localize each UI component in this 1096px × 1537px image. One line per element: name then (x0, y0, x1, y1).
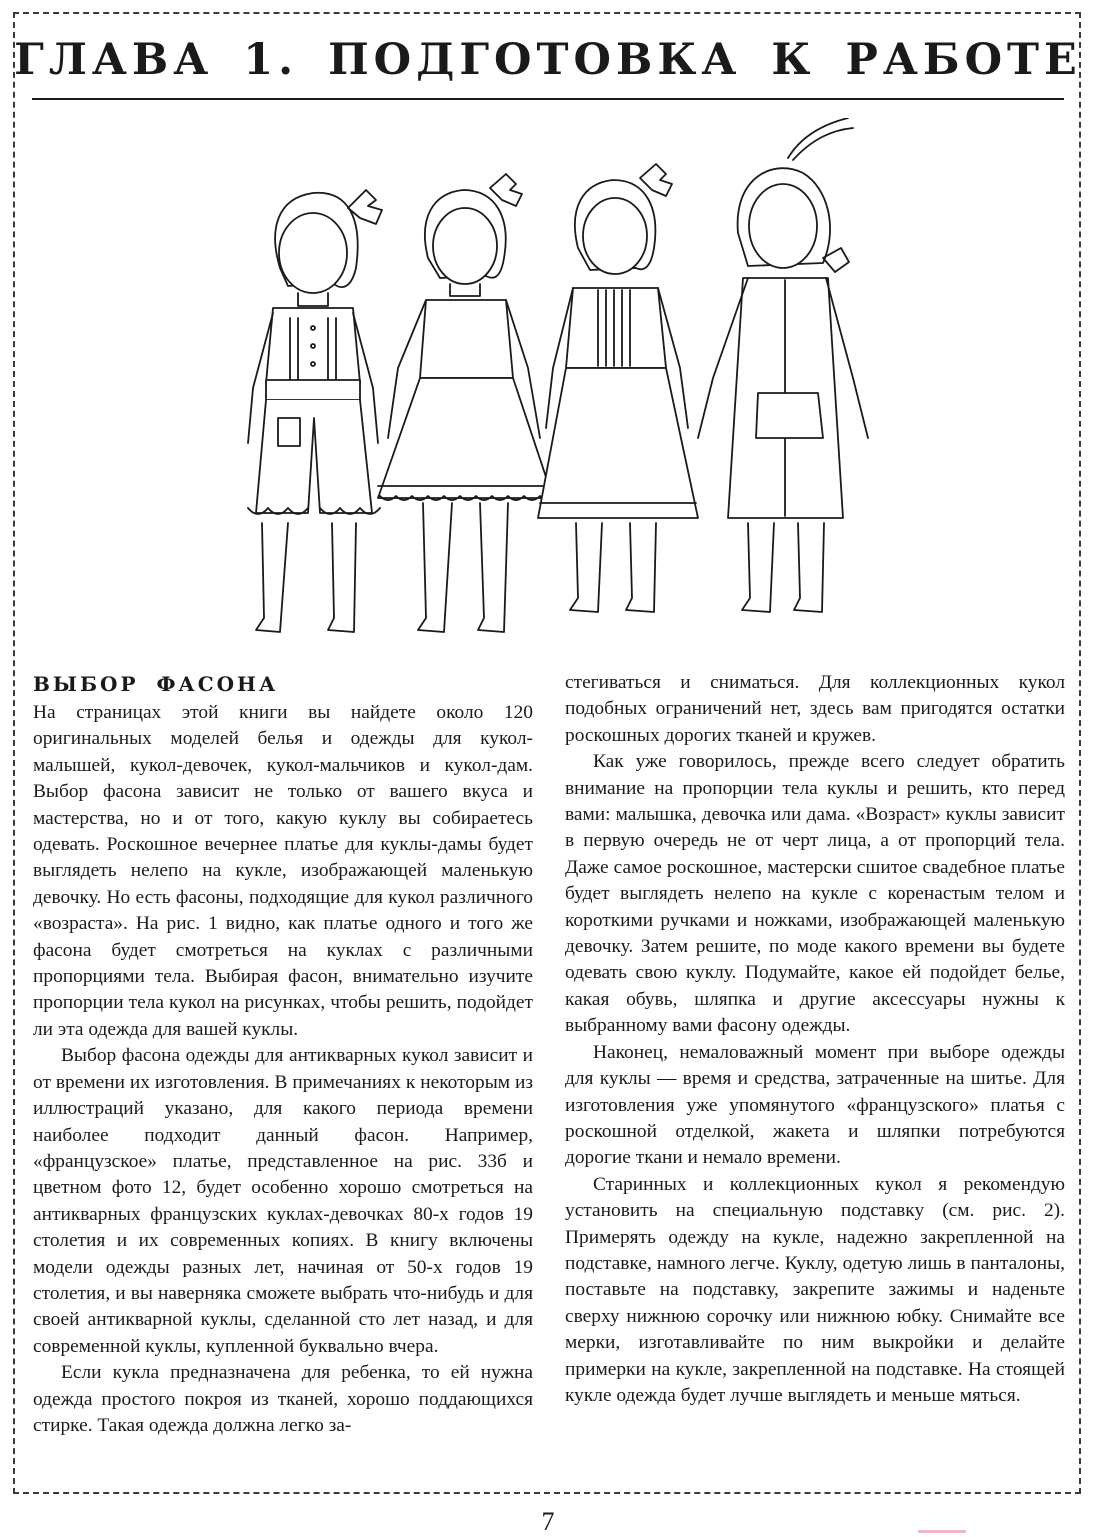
page-number: 7 (541, 1507, 555, 1536)
paragraph: стегиваться и сниматься. Для коллекционных кукол подобных ограничений нет, здесь вам пригодятся остатки роскошных дорогих тканей и кружев. (565, 672, 1065, 746)
chapter-title: ГЛАВА 1. ПОДГОТОВКА К РАБОТЕ (14, 35, 1082, 85)
right-text-column (565, 670, 1065, 1409)
section-heading: ВЫБОР ФАСОНА (33, 672, 279, 696)
left-text-column (33, 670, 533, 1439)
paragraph: На страницах этой книги вы найдете около 120 оригинальных моделей белья и одежды для кукол-малышей, кукол-девочек, кукол-мальчиков и кукол-дам. Выбор фасона зависит не только от вашего вкуса и мастерства, но и от того, какую куклу вы собираетесь одевать. Роскошное вечернее платье для куклы-дамы будет выглядеть нелепо на кукле, изображающей маленькую девочку. Но есть фасоны, подходящие для кукол различного «возраста». На рис. 1 видно, как платье одного и того же фасона будет смотреться на куклах с различными пропорциями тела. Выбирая фасон, внимательно изучите пропорции тела кукол на рисунках, чтобы решить, подойдет ли эта одежда для вашей куклы. (33, 702, 533, 1040)
paragraph: Как уже говорилось, прежде всего следует обратить внимание на пропорции тела куклы и решить, кто перед вами: малышка, девочка или дама. «Возраст» куклы зависит в первую очередь не от черт лица, а от пропорций тела. Даже самое роскошное, мастерски сшитое свадебное платье будет выглядеть нелепо на кукле с коренастым телом и короткими ручками и ножками, изображающей маленькую девочку. Затем решите, по моде какого времени вы будете одевать свою куклу. Подумайте, какое ей подойдет белье, какая обувь, шляпка и другие аксессуары нужны к выбранному вами фасону одежды. (565, 751, 1065, 1037)
title-underline (32, 98, 1064, 100)
doll-boy-shorts (248, 190, 382, 632)
dolls-illustration (228, 118, 898, 643)
doll-girl-pleated-dress (538, 164, 698, 612)
paragraph: Выбор фасона одежды для антикварных кукол зависит и от времени их изготовления. В примечаниях к некоторым из иллюстраций указано, для какого периода времени наиболее подходит данный фасон. Например, «французское» платье, представленное на рис. 33б и цветном фото 12, будет особенно хорошо смотреться на антикварных французских куклах-девочках 80-х годов 19 столетия и их современных копиях. В книгу включены модели одежды разных лет, начиная от 50-х годов 19 столетия, и вы наверняка сможете выбрать что-нибудь и для своей антикварной куклы, сделанной сто лет назад, и для современной куклы, купленной буквально вчера. (33, 1045, 533, 1357)
paragraph: Наконец, немаловажный момент при выборе одежды для куклы — время и средства, затраченные на шитье. Для изготовления уже упомянутого «французского» платья с роскошной отделкой, жакета и шляпки потребуются дорогие ткани и немало времени. (565, 1041, 1065, 1169)
decorative-mark (918, 1530, 966, 1533)
doll-lady-coat-bonnet (698, 118, 868, 612)
paragraph: Старинных и коллекционных кукол я рекомендую установить на специальную подставку (см. рис. 2). Примерять одежду на кукле, надежно закрепленной на подставке, намного легче. Куклу, одетую лишь в панталоны, поставьте на подставку, закрепите зажимы и наденьте сверху нижнюю сорочку или нижнюю юбку. Снимайте все мерки, изготавливайте по ним выкройки и делайте примерки на кукле, закрепленной на подставке. На стоящей кукле одежда будет лучше выглядеть и меньше мяться. (565, 1173, 1065, 1406)
doll-girl-pinafore (378, 174, 556, 632)
paragraph: Если кукла предназначена для ребенка, то ей нужна одежда простого покроя из тканей, хорошо поддающихся стирке. Такая одежда должна легко за- (33, 1362, 533, 1436)
